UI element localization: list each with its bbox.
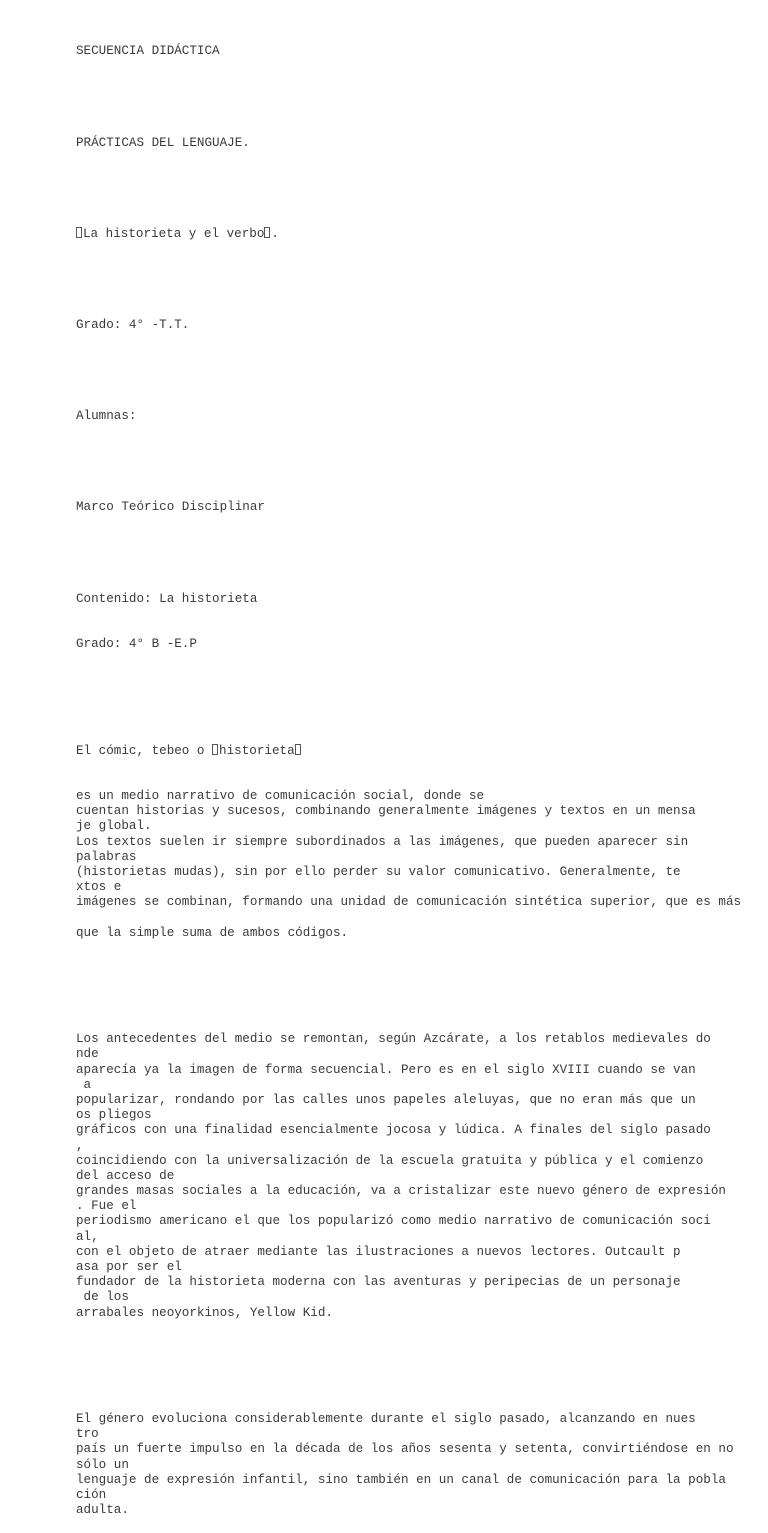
text-line: al, xyxy=(76,1229,99,1244)
grade-line: Grado: 4° -T.T. xyxy=(76,317,190,332)
missing-glyph-icon xyxy=(295,744,301,755)
text-line: (historietas mudas), sin por ello perder su valor comunicativo. Generalmente, te xyxy=(76,865,681,880)
paragraph-2 xyxy=(76,1032,756,1321)
grade2-line: Grado: 4° B -E.P xyxy=(76,637,197,652)
text-line: Los antecedentes del medio se remontan, según Azcárate, a los retablos medievales do xyxy=(76,1032,711,1047)
text-line: arrabales neoyorkinos, Yellow Kid. xyxy=(76,1305,333,1320)
text-line: . Fue el xyxy=(76,1199,137,1214)
text-line: xtos e xyxy=(76,880,122,895)
text-line: adulta. xyxy=(76,1503,129,1518)
para1-first-pre: El cómic, tebeo o xyxy=(76,743,213,758)
text-line: del acceso de xyxy=(76,1168,175,1183)
spacer xyxy=(76,181,756,196)
missing-glyph-icon xyxy=(76,227,82,238)
text-line: cuentan historias y sucesos, combinando generalmente imágenes y textos en un mensa xyxy=(76,804,696,819)
heading-secuencia: SECUENCIA DIDÁCTICA xyxy=(76,44,220,59)
text-line: popularizar, rondando por las calles unos papeles aleluyas, que no eran más que un xyxy=(76,1092,696,1107)
text-line: sólo un xyxy=(76,1457,129,1472)
missing-glyph-icon xyxy=(212,744,218,755)
spacer xyxy=(76,546,756,561)
text-line: palabras xyxy=(76,849,137,864)
text-line: , xyxy=(76,1138,84,1153)
para1-first-line xyxy=(76,744,756,759)
spacer xyxy=(76,971,756,986)
title-text: La historieta y el verbo xyxy=(83,226,265,241)
text-line: de los xyxy=(76,1290,129,1305)
text-line: con el objeto de atraer mediante las ilustraciones a nuevos lectores. Outcault p xyxy=(76,1244,681,1259)
spacer xyxy=(76,272,756,287)
spacer xyxy=(76,1351,756,1366)
text-line: Los textos suelen ir siempre subordinados a las imágenes, que pueden aparecer sin xyxy=(76,834,689,849)
spacer xyxy=(76,455,756,470)
framework-line: Marco Teórico Disciplinar xyxy=(76,500,265,515)
paragraph-3 xyxy=(76,1412,756,1518)
students-line: Alumnas: xyxy=(76,409,137,424)
text-line xyxy=(76,911,756,926)
text-line: grandes masas sociales a la educación, va a cristalizar este nuevo género de expresión xyxy=(76,1184,726,1199)
content-line: Contenido: La historieta xyxy=(76,591,258,606)
text-line: je global. xyxy=(76,819,152,834)
text-line: asa por ser el xyxy=(76,1260,182,1274)
spacer xyxy=(76,683,756,698)
text-line: es un medio narrativo de comunicación social, donde se xyxy=(76,789,485,804)
text-line: lenguaje de expresión infantil, sino también en un canal de comunicación para la pobla xyxy=(76,1472,726,1487)
text-line: tro xyxy=(76,1427,99,1442)
para1-first-word: historieta xyxy=(219,743,295,758)
missing-glyph-icon xyxy=(264,227,270,238)
heading-practicas: PRÁCTICAS DEL LENGUAJE. xyxy=(76,135,250,150)
title-line xyxy=(76,227,756,242)
text-line: fundador de la historieta moderna con las aventuras y peripecias de un personaje xyxy=(76,1275,681,1290)
paragraph-1 xyxy=(76,789,756,941)
text-line: a xyxy=(76,1077,92,1092)
text-line: ción xyxy=(76,1487,107,1502)
text-line: gráficos con una finalidad esencialmente jocosa y lúdica. A finales del siglo pasado xyxy=(76,1123,711,1138)
text-line: país un fuerte impulso en la década de los años sesenta y setenta, convirtiéndose en no xyxy=(76,1442,734,1457)
title-end: . xyxy=(271,226,279,241)
spacer xyxy=(76,90,756,105)
spacer xyxy=(76,364,756,379)
text-line: coincidiendo con la universalización de la escuela gratuita y pública y el comienzo xyxy=(76,1153,704,1168)
text-line: que la simple suma de ambos códigos. xyxy=(76,925,349,940)
text-line: periodismo americano el que los popularizó como medio narrativo de comunicación soci xyxy=(76,1214,711,1229)
document-page xyxy=(76,14,756,1533)
text-line: imágenes se combinan, formando una unidad de comunicación sintética superior, que es más xyxy=(76,895,742,910)
text-line: El género evoluciona considerablemente durante el siglo pasado, alcanzando en nues xyxy=(76,1411,696,1426)
text-line: os pliegos xyxy=(76,1108,152,1123)
text-line: nde xyxy=(76,1047,99,1062)
text-line: aparecía ya la imagen de forma secuencial. Pero es en el siglo XVIII cuando se van xyxy=(76,1062,696,1077)
